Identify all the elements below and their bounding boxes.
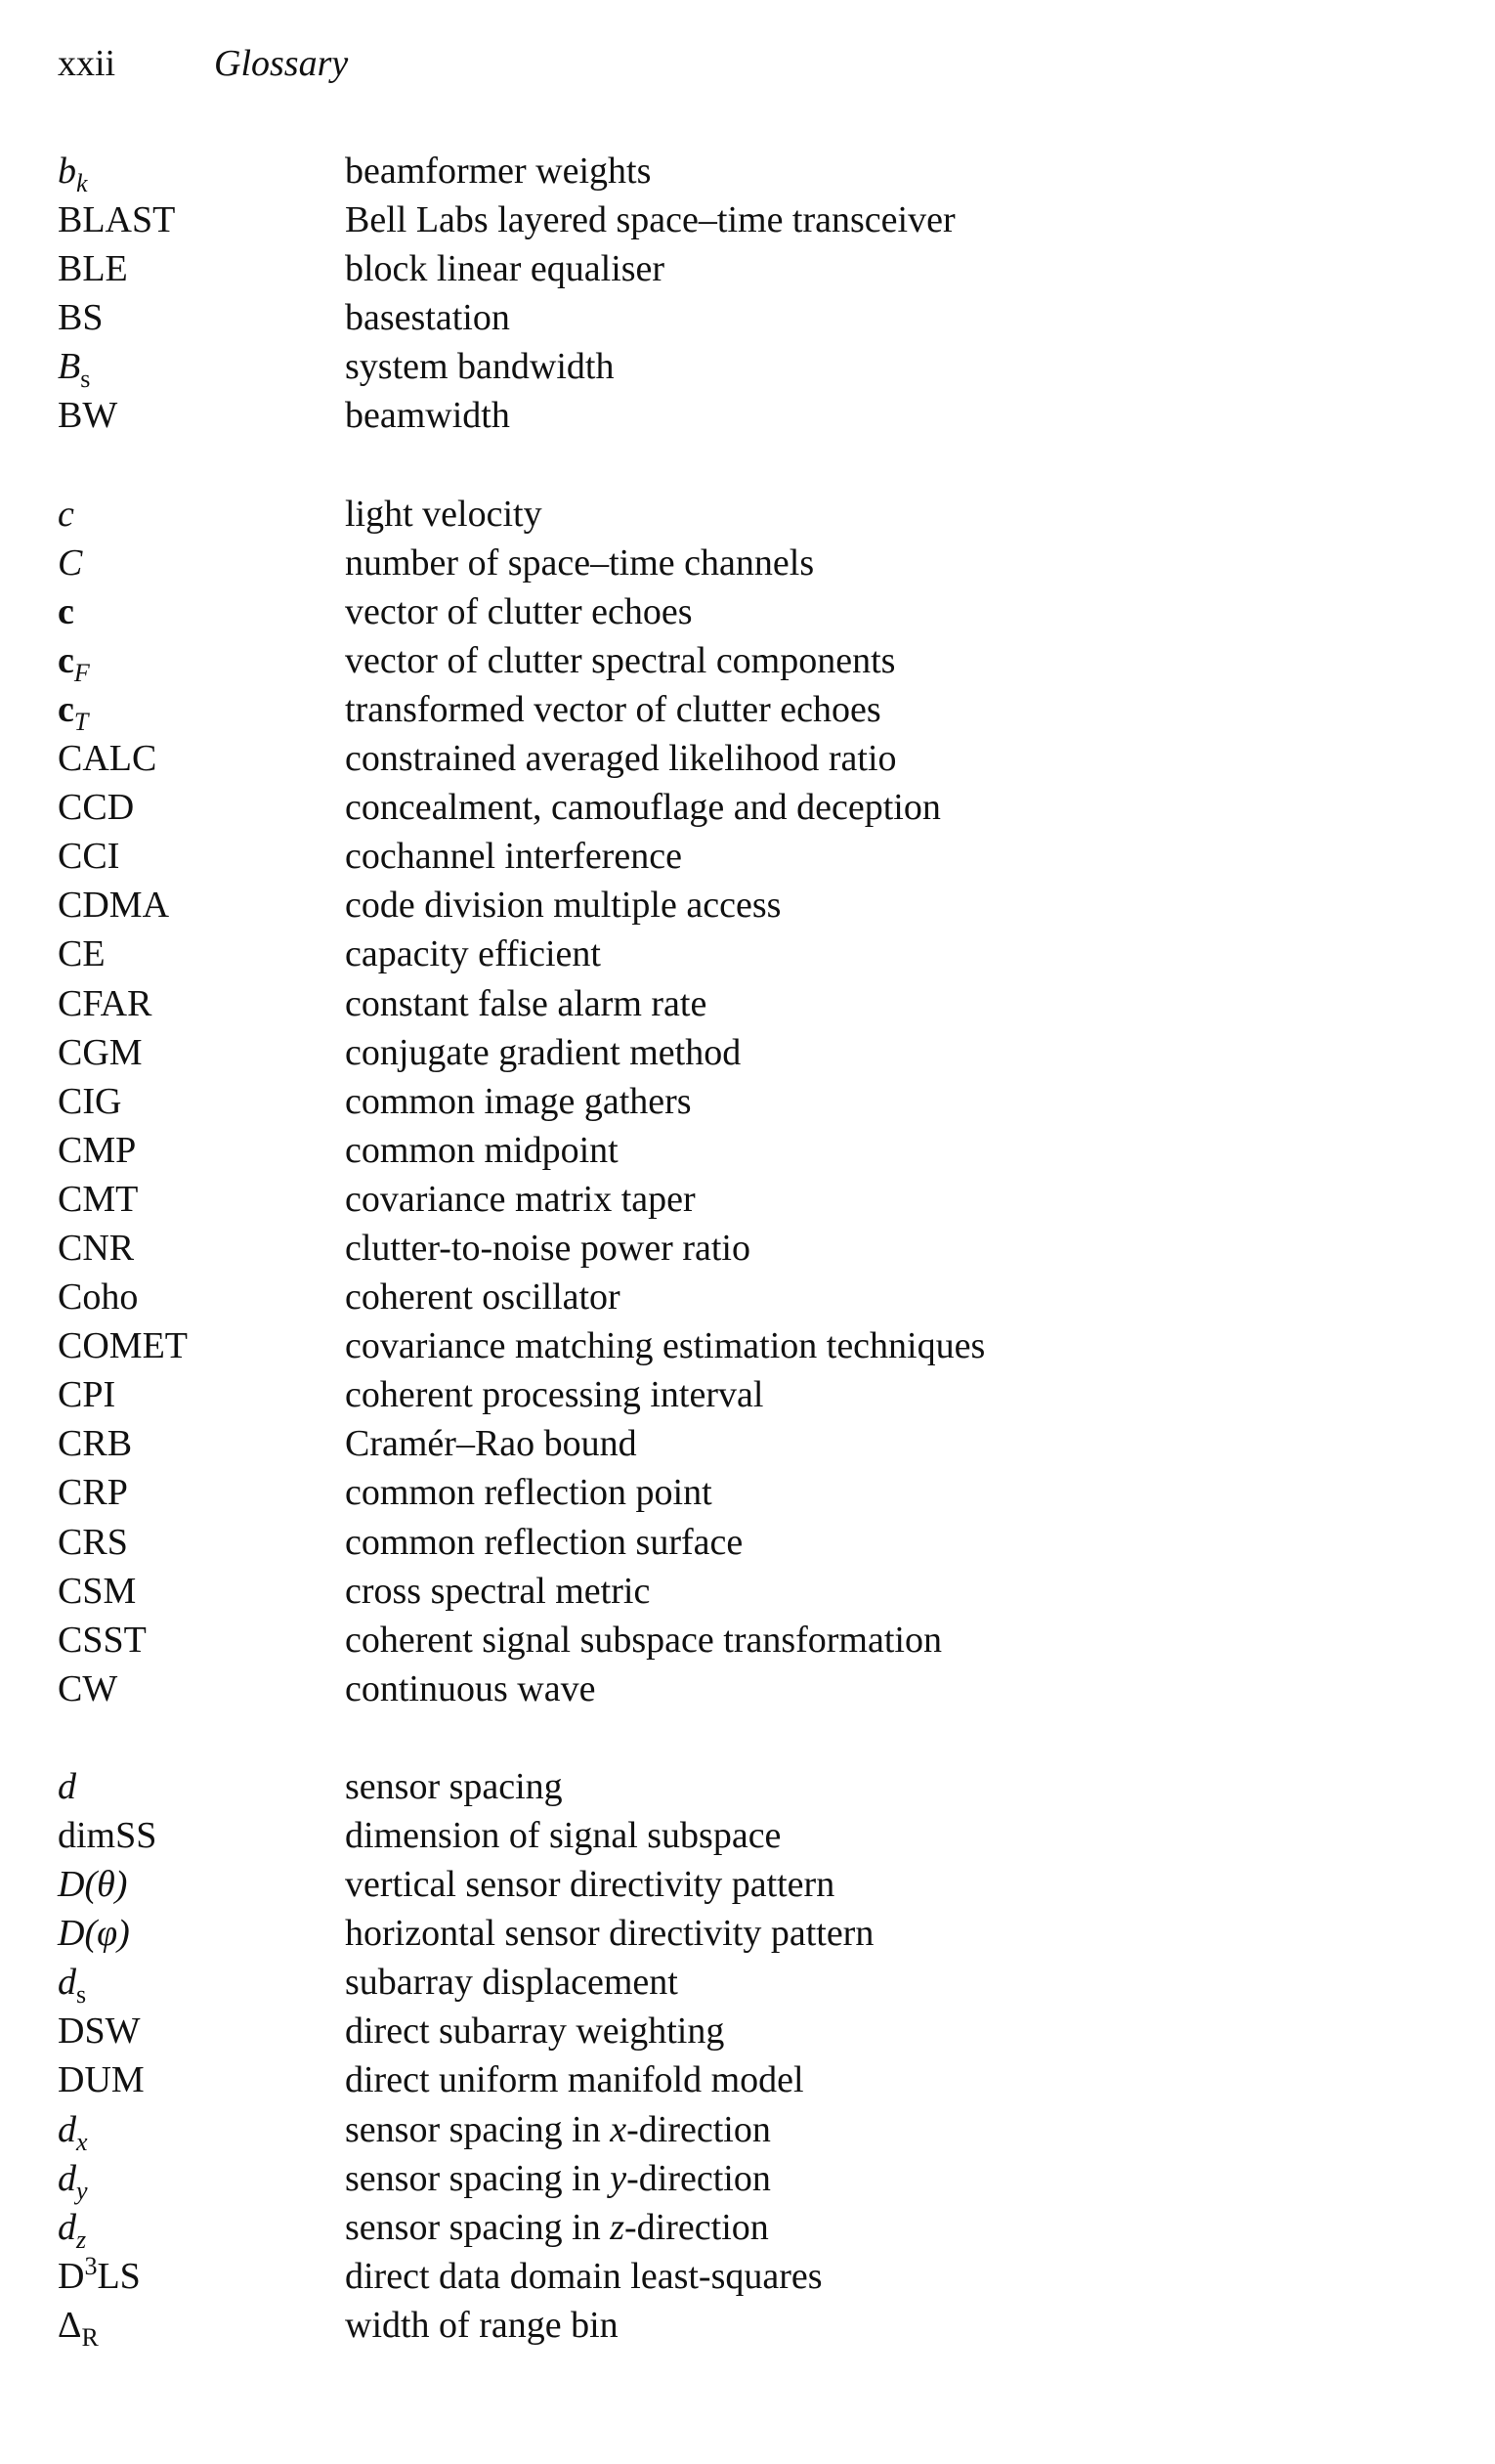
definition-text: vector of clutter spectral components [345,639,896,681]
term-symbol: DUM [58,2059,145,2101]
definition-text: coherent oscillator [345,1276,620,1318]
definition-text: system bandwidth [345,346,615,388]
glossary-term [58,391,345,440]
definition-variable: y [610,2157,627,2199]
definition-text: common midpoint [345,1129,619,1171]
glossary-term [58,2203,345,2252]
definition-text: code division multiple access [345,885,782,927]
glossary-entry [58,2252,1445,2301]
definition-text: transformed vector of clutter echoes [345,688,881,730]
term-symbol: CIG [58,1080,122,1122]
running-title: Glossary [214,43,349,84]
definition-text: beamformer weights [345,151,652,192]
definition-variable: x [610,2108,627,2150]
glossary-definition [345,881,1445,929]
glossary-entry [58,832,1445,881]
glossary-definition [345,2301,1445,2350]
glossary-definition [345,1273,1445,1321]
term-symbol: DSW [58,2010,141,2053]
glossary-term [58,1664,345,1713]
term-symbol: CNR [58,1227,135,1269]
glossary-definition [345,1811,1445,1860]
glossary-entry [58,244,1445,293]
glossary-entry [58,1077,1445,1126]
glossary-entry [58,1762,1445,1811]
glossary-term [58,2055,345,2104]
glossary-entry [58,1370,1445,1419]
glossary-entry [58,1616,1445,1664]
glossary-entry [58,1126,1445,1175]
glossary-group [58,147,1445,441]
glossary-term [58,1273,345,1321]
term-suffix: LS [97,2255,141,2297]
term-symbol: CMP [58,1129,137,1171]
glossary-entry [58,1958,1445,2010]
term-symbol: d [58,2108,76,2150]
glossary-definition [345,195,1445,244]
glossary-entry [58,1567,1445,1616]
definition-text: cross spectral metric [345,1570,651,1612]
glossary-term [58,1762,345,1811]
glossary-term [58,244,345,293]
glossary-term [58,490,345,539]
term-symbol: CE [58,933,106,975]
glossary-term [58,1518,345,1567]
definition-suffix: -direction [626,2108,771,2150]
glossary-entry [58,1419,1445,1468]
glossary-term [58,1077,345,1126]
term-symbol: D(θ) [58,1864,128,1906]
term-symbol: CRS [58,1521,128,1563]
glossary-definition [345,1518,1445,1567]
glossary-definition [345,1958,1445,2007]
definition-text: concealment, camouflage and deception [345,787,941,829]
glossary-definition [345,1909,1445,1958]
glossary-definition [345,1224,1445,1273]
glossary-term [58,1028,345,1077]
definition-text: coherent processing interval [345,1374,764,1416]
term-symbol: BS [58,297,104,339]
definition-text: covariance matching estimation techniques [345,1325,986,1367]
glossary-term [58,979,345,1028]
glossary-definition [345,2105,1445,2154]
term-symbol: b [58,151,76,192]
term-symbol: CSM [58,1570,137,1612]
definition-text: common reflection point [345,1472,712,1514]
page-header [58,39,348,88]
glossary-term [58,2154,345,2203]
glossary-term [58,342,345,394]
glossary-definition [345,1419,1445,1468]
glossary-definition [345,391,1445,440]
term-symbol: CCD [58,787,135,829]
glossary-term [58,1224,345,1273]
glossary-definition [345,1028,1445,1077]
glossary-entry [58,1518,1445,1567]
glossary-entry [58,1175,1445,1224]
term-symbol: D [58,2255,85,2297]
glossary-entry [58,1273,1445,1321]
glossary-entry [58,881,1445,929]
term-symbol: CDMA [58,885,170,927]
glossary-definition [345,2007,1445,2055]
glossary-term [58,1126,345,1175]
glossary-definition [345,490,1445,539]
glossary-entry [58,539,1445,587]
term-symbol: c [58,493,74,535]
glossary-entry [58,1664,1445,1713]
glossary-term [58,832,345,881]
glossary-entry [58,587,1445,636]
definition-text: vertical sensor directivity pattern [345,1864,835,1906]
glossary-term [58,685,345,734]
glossary-definition [345,2055,1445,2104]
glossary-entry [58,2301,1445,2350]
glossary-term [58,1370,345,1419]
definition-text: number of space–time channels [345,541,815,584]
term-symbol: CFAR [58,982,152,1024]
glossary-term [58,734,345,783]
term-subscript: F [73,658,90,687]
definition-text: width of range bin [345,2304,619,2346]
glossary-group [58,490,1445,1713]
glossary-definition [345,783,1445,832]
glossary-term [58,587,345,636]
glossary-definition [345,2203,1445,2252]
glossary-term [58,2301,345,2350]
glossary-definition [345,979,1445,1028]
glossary-entry [58,391,1445,440]
term-symbol: c [58,639,74,681]
term-subscript: z [76,2225,87,2254]
glossary-entry [58,1321,1445,1370]
glossary-term [58,1419,345,1468]
glossary-term [58,2252,345,2301]
glossary-entry [58,2007,1445,2055]
glossary-entry [58,979,1445,1028]
term-symbol: CMT [58,1178,139,1220]
glossary-definition [345,734,1445,783]
definition-text: covariance matrix taper [345,1178,696,1220]
term-symbol: d [58,1765,76,1807]
glossary-term [58,2105,345,2154]
term-symbol: CSST [58,1619,147,1661]
definition-text: dimension of signal subspace [345,1815,782,1856]
definition-text: direct data domain least-squares [345,2255,823,2297]
glossary-entry [58,783,1445,832]
definition-text: sensor spacing in [345,2108,611,2150]
glossary-entry [58,147,1445,195]
glossary-definition [345,685,1445,734]
glossary-definition [345,1616,1445,1664]
term-symbol: Coho [58,1276,139,1318]
term-symbol: BLAST [58,199,176,241]
glossary-entry [58,1224,1445,1273]
glossary-term [58,1175,345,1224]
glossary-definition [345,2252,1445,2301]
glossary-definition [345,929,1445,978]
glossary-entry [58,1028,1445,1077]
glossary-entry [58,636,1445,685]
definition-text: sensor spacing in [345,2157,611,2199]
glossary-term [58,1860,345,1909]
glossary-entry [58,342,1445,394]
glossary-entry [58,490,1445,539]
glossary-definition [345,342,1445,391]
glossary-definition [345,1077,1445,1126]
glossary-definition [345,1321,1445,1370]
term-symbol: CPI [58,1374,116,1416]
definition-text: common image gathers [345,1080,692,1122]
glossary-list [58,147,1445,2399]
definition-text: capacity efficient [345,933,601,975]
glossary-term [58,1909,345,1958]
term-subscript: s [80,365,91,394]
definition-text: basestation [345,297,510,339]
glossary-definition [345,539,1445,587]
glossary-definition [345,293,1445,342]
term-subscript: R [81,2322,99,2352]
definition-suffix: -direction [624,2206,769,2248]
term-subscript: y [76,2176,88,2205]
glossary-definition [345,1664,1445,1713]
glossary-term [58,881,345,929]
definition-text: sensor spacing in [345,2206,611,2248]
term-symbol: B [58,346,81,388]
term-symbol: BW [58,395,118,437]
term-symbol: d [58,2206,76,2248]
glossary-definition [345,636,1445,685]
glossary-term [58,1567,345,1616]
definition-text: vector of clutter echoes [345,590,693,632]
glossary-entry [58,929,1445,978]
glossary-definition [345,832,1445,881]
glossary-entry [58,1860,1445,1909]
term-symbol: BLE [58,248,128,290]
term-symbol: C [58,541,83,584]
glossary-term [58,1958,345,2010]
glossary-term [58,1321,345,1370]
glossary-entry [58,195,1445,244]
term-symbol: D(φ) [58,1913,130,1955]
term-subscript: T [73,707,89,736]
term-symbol: CCI [58,836,120,878]
glossary-term [58,539,345,587]
glossary-entry [58,2055,1445,2104]
term-subscript: k [76,169,88,197]
glossary-definition [345,1370,1445,1419]
definition-text: light velocity [345,493,542,535]
glossary-term [58,1811,345,1860]
glossary-definition [345,1762,1445,1811]
glossary-entry [58,685,1445,734]
term-symbol: CRB [58,1423,133,1465]
definition-text: Bell Labs layered space–time transceiver [345,199,956,241]
definition-text: constrained averaged likelihood ratio [345,738,897,780]
glossary-definition [345,244,1445,293]
glossary-entry [58,293,1445,342]
glossary-definition [345,1567,1445,1616]
term-subscript: s [76,1980,87,2010]
glossary-entry [58,1468,1445,1517]
term-symbol: dimSS [58,1815,157,1856]
glossary-definition [345,2154,1445,2203]
definition-text: constant false alarm rate [345,982,707,1024]
definition-text: coherent signal subspace transformation [345,1619,942,1661]
glossary-term [58,2007,345,2055]
glossary-entry [58,2154,1445,2203]
page-number: xxii [58,43,116,84]
definition-text: sensor spacing [345,1765,563,1807]
glossary-definition [345,1175,1445,1224]
glossary-definition [345,587,1445,636]
definition-text: clutter-to-noise power ratio [345,1227,750,1269]
glossary-term [58,1616,345,1664]
glossary-term [58,636,345,685]
definition-variable: z [610,2206,625,2248]
glossary-entry [58,1811,1445,1860]
definition-text: beamwidth [345,395,510,437]
glossary-term [58,293,345,342]
term-subscript: x [76,2127,88,2156]
definition-text: direct subarray weighting [345,2010,725,2053]
definition-text: conjugate gradient method [345,1031,742,1073]
glossary-term [58,929,345,978]
definition-text: common reflection surface [345,1521,744,1563]
definition-text: cochannel interference [345,836,682,878]
glossary-entry [58,1909,1445,1958]
glossary-group [58,1762,1445,2350]
definition-suffix: -direction [626,2157,771,2199]
definition-text: Cramér–Rao bound [345,1423,637,1465]
term-symbol: c [58,590,74,632]
glossary-term [58,1468,345,1517]
glossary-term [58,195,345,244]
term-symbol: CW [58,1667,118,1709]
term-symbol: d [58,1962,76,2004]
term-symbol: Δ [58,2304,82,2346]
glossary-entry [58,2105,1445,2154]
term-symbol: CGM [58,1031,143,1073]
term-symbol: c [58,688,74,730]
definition-text: block linear equaliser [345,248,665,290]
glossary-term [58,783,345,832]
glossary-entry [58,2203,1445,2252]
glossary-entry [58,734,1445,783]
term-superscript: 3 [84,2251,98,2280]
term-symbol: COMET [58,1325,188,1367]
glossary-definition [345,1860,1445,1909]
glossary-term [58,147,345,195]
definition-text: horizontal sensor directivity pattern [345,1913,875,1955]
definition-text: subarray displacement [345,1962,678,2004]
term-symbol: d [58,2157,76,2199]
term-symbol: CALC [58,738,157,780]
glossary-definition [345,147,1445,195]
definition-text: continuous wave [345,1667,596,1709]
glossary-definition [345,1468,1445,1517]
term-symbol: CRP [58,1472,128,1514]
definition-text: direct uniform manifold model [345,2059,804,2101]
glossary-definition [345,1126,1445,1175]
